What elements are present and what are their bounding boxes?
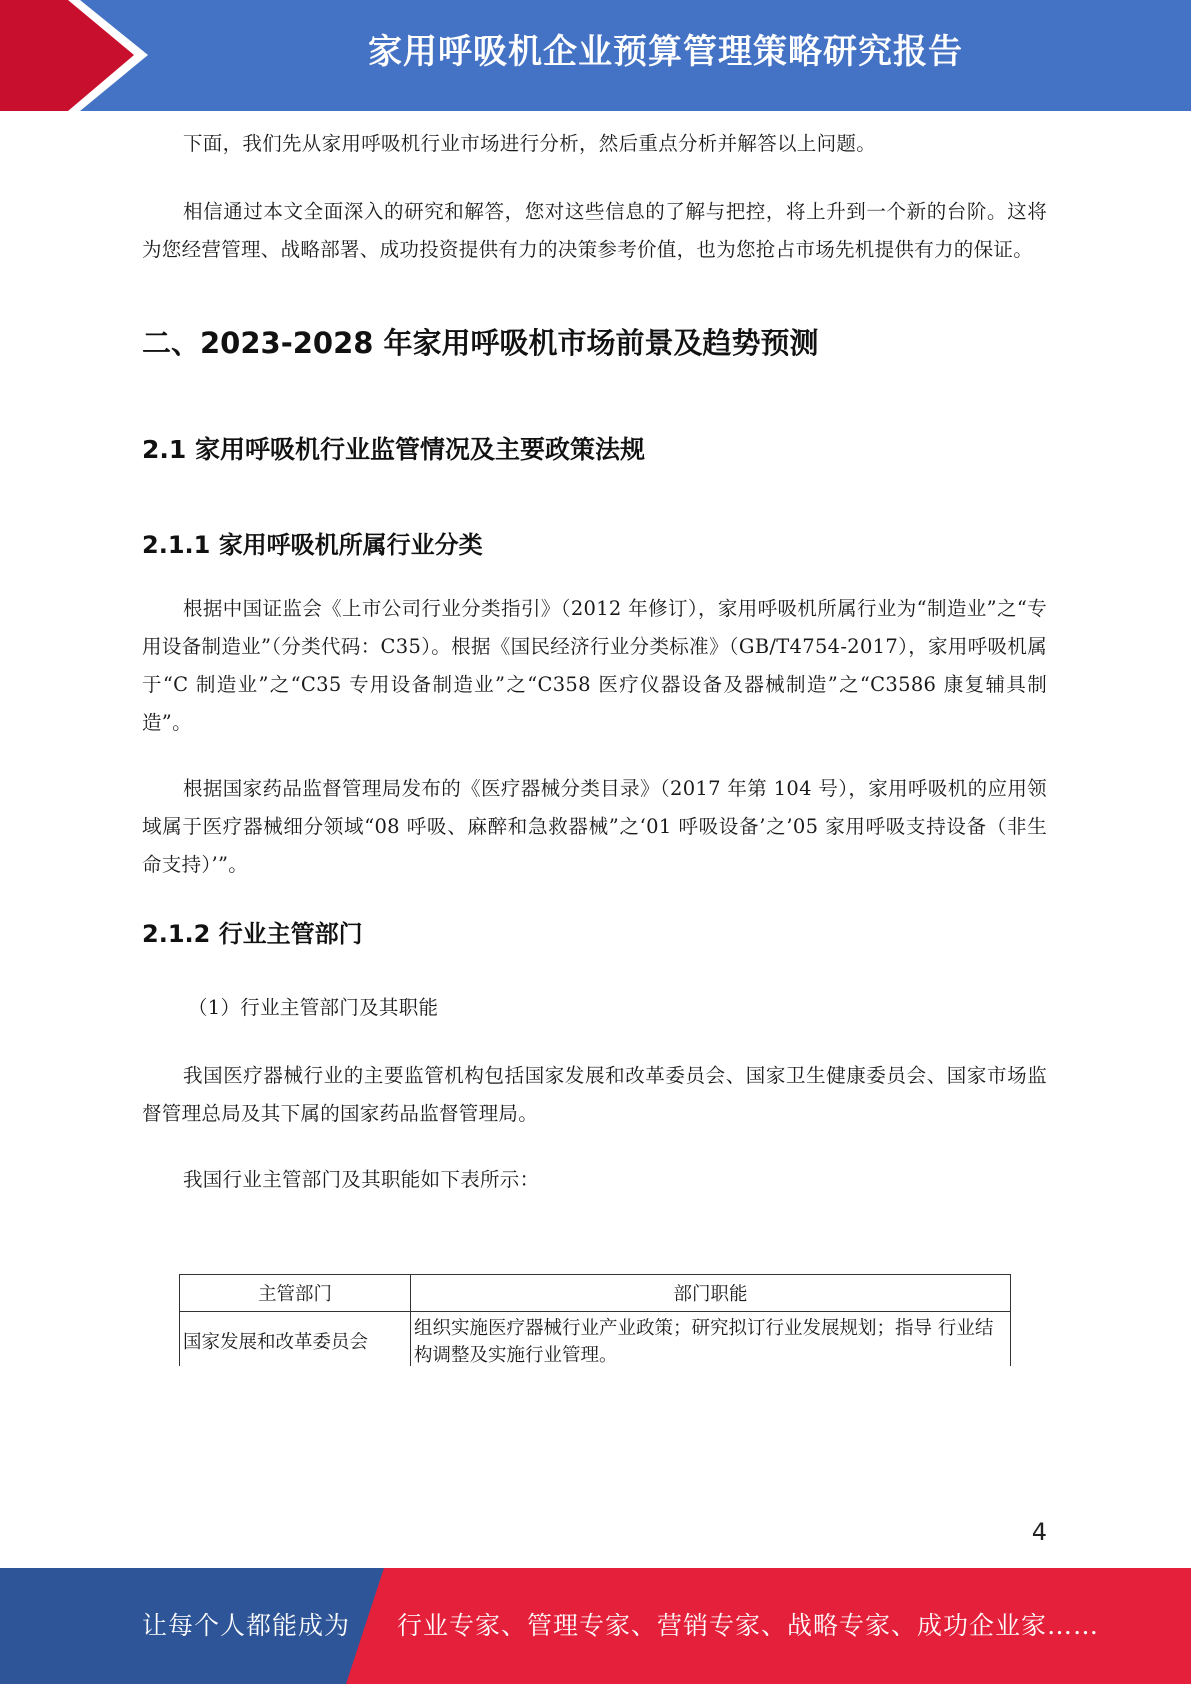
table-cell-department: 国家发展和改革委员会 (180, 1312, 411, 1367)
subsubsection-heading-authority: 2.1.2 行业主管部门 (142, 920, 363, 948)
table-cell-function: 组织实施医疗器械行业产业政策；研究拟订行业发展规划；指导 行业结构调整及实施行业管理。 (411, 1312, 1011, 1367)
subsection-heading: 2.1 家用呼吸机行业监管情况及主要政策法规 (142, 435, 645, 464)
confidence-paragraph: 相信通过本文全面深入的研究和解答，您对这些信息的了解与把控，将上升到一个新的台阶。这将为您经营管理、战略部署、成功投资提供有力的决策参考价值，也为您抢占市场先机提供有力的保证。 (142, 200, 1047, 261)
department-table-container (179, 1274, 1011, 1366)
table-header-row (180, 1275, 1011, 1312)
subsubsection-heading-classification: 2.1.1 家用呼吸机所属行业分类 (142, 531, 483, 559)
catalog-paragraph: 根据国家药品监督管理局发布的《医疗器械分类目录》（2017 年第 104 号），家用呼吸机的应用领域属于医疗器械细分领域“08 呼吸、麻醉和急救器械”之‘01 呼吸设备’之’05 家用呼吸支持设备（非生命支持）’”。 (142, 777, 1047, 876)
classification-paragraph: 根据中国证监会《上市公司行业分类指引》（2012 年修订），家用呼吸机所属行业为“制造业”之“专用设备制造业”（分类代码：C35）。根据《国民经济行业分类标准》（GB/T4754-2017），家用呼吸机属于“C 制造业”之“C35 专用设备制造业”之“C358 医疗仪器设备及器械制造”之“C3586 康复辅具制造”。 (142, 597, 1047, 734)
header-arrow-decoration (0, 0, 160, 111)
table-header-cell: 主管部门 (180, 1275, 411, 1312)
page-number: 4 (1031, 1518, 1047, 1546)
section-heading: 二、2023-2028 年家用呼吸机市场前景及趋势预测 (142, 326, 819, 360)
page-header (0, 0, 1191, 111)
regulators-paragraph: 我国医疗器械行业的主要监管机构包括国家发展和改革委员会、国家卫生健康委员会、国家市场监督管理总局及其下属的国家药品监督管理局。 (142, 1064, 1047, 1125)
table-row (180, 1312, 1011, 1367)
table-header-cell: 部门职能 (411, 1275, 1011, 1312)
footer-slogan-left: 让每个人都能成为 (142, 1611, 351, 1640)
department-table (179, 1274, 1011, 1366)
table-intro-paragraph: 我国行业主管部门及其职能如下表所示： (183, 1168, 540, 1191)
page-footer (0, 1568, 1191, 1684)
intro-paragraph: 下面，我们先从家用呼吸机行业市场进行分析，然后重点分析并解答以上问题。 (183, 132, 877, 155)
page-content (142, 125, 1047, 1227)
footer-slogan-right: 行业专家、管理专家、营销专家、战略专家、成功企业家…… (397, 1611, 1100, 1640)
report-title: 家用呼吸机企业预算管理策略研究报告 (368, 32, 963, 72)
authority-subheading: （1）行业主管部门及其职能 (188, 996, 439, 1019)
